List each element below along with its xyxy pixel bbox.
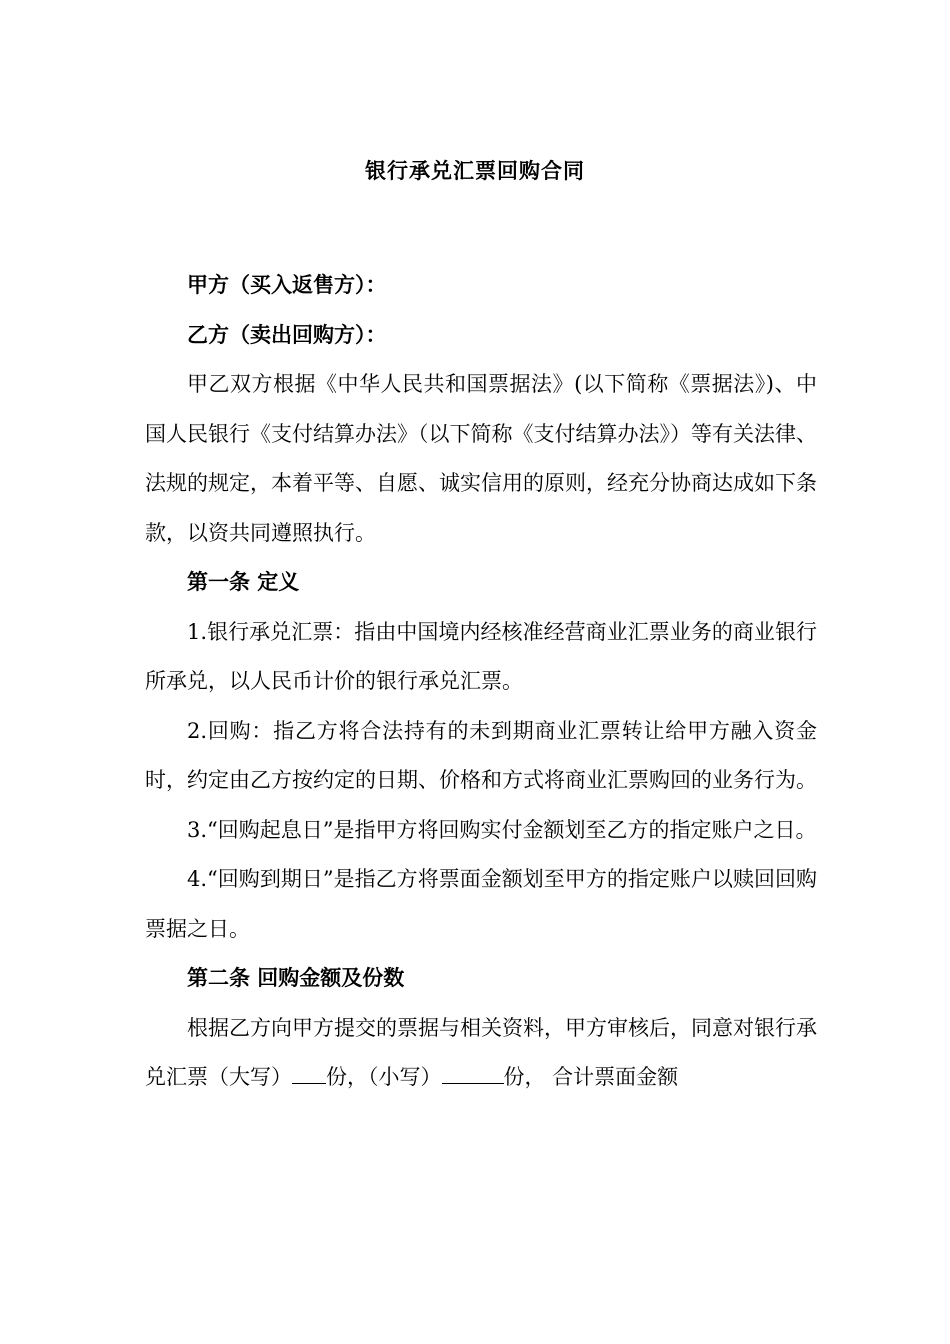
count-uppercase-blank bbox=[292, 1061, 326, 1084]
party-a-line: 甲方（买入返售方）： bbox=[187, 273, 387, 297]
article-1-item-4: 4.“回购到期日”是指乙方将票面金额划至甲方的指定账户以赎回回购票据之日。 bbox=[145, 867, 817, 941]
article-1-item-3: 3.“回购起息日”是指甲方将回购实付金额划至乙方的指定账户之日。 bbox=[187, 817, 817, 842]
document-title: 银行承兑汇票回购合同 bbox=[365, 159, 585, 183]
article-2-paragraph bbox=[145, 1004, 817, 1103]
article-2-text-1: 根据乙方向甲方提交的票据与相关资料，甲方审核后，同意对银行承兑汇票（大写） bbox=[145, 1015, 817, 1089]
article-2-text-3: 份， 合计票面金额 bbox=[503, 1065, 679, 1089]
article-1-item-2: 2.回购：指乙方将合法持有的未到期商业汇票转让给甲方融入资金时，约定由乙方按约定的日期、价格和方式将商业汇票购回的业务行为。 bbox=[145, 718, 817, 792]
article-2-heading: 第二条 回购金额及份数 bbox=[187, 966, 405, 990]
intro-paragraph: 甲乙双方根据《中华人民共和国票据法》(以下简称《票据法》)、中国人民银行《支付结算办法》（以下简称《支付结算办法》）等有关法律、法规的规定，本着平等、自愿、诚实信用的原则，经充分协商达成如下条款，以资共同遵照执行。 bbox=[145, 372, 817, 545]
party-b-line: 乙方（卖出回购方）： bbox=[187, 322, 387, 347]
article-1-item-1: 1.银行承兑汇票：指由中国境内经核准经营商业汇票业务的商业银行所承兑，以人民币计价的银行承兑汇票。 bbox=[145, 619, 817, 693]
article-1-heading: 第一条 定义 bbox=[187, 570, 300, 594]
document-body bbox=[145, 261, 817, 1103]
article-2-text-2: 份，（小写） bbox=[326, 1065, 442, 1089]
count-numeric-blank bbox=[442, 1061, 504, 1084]
